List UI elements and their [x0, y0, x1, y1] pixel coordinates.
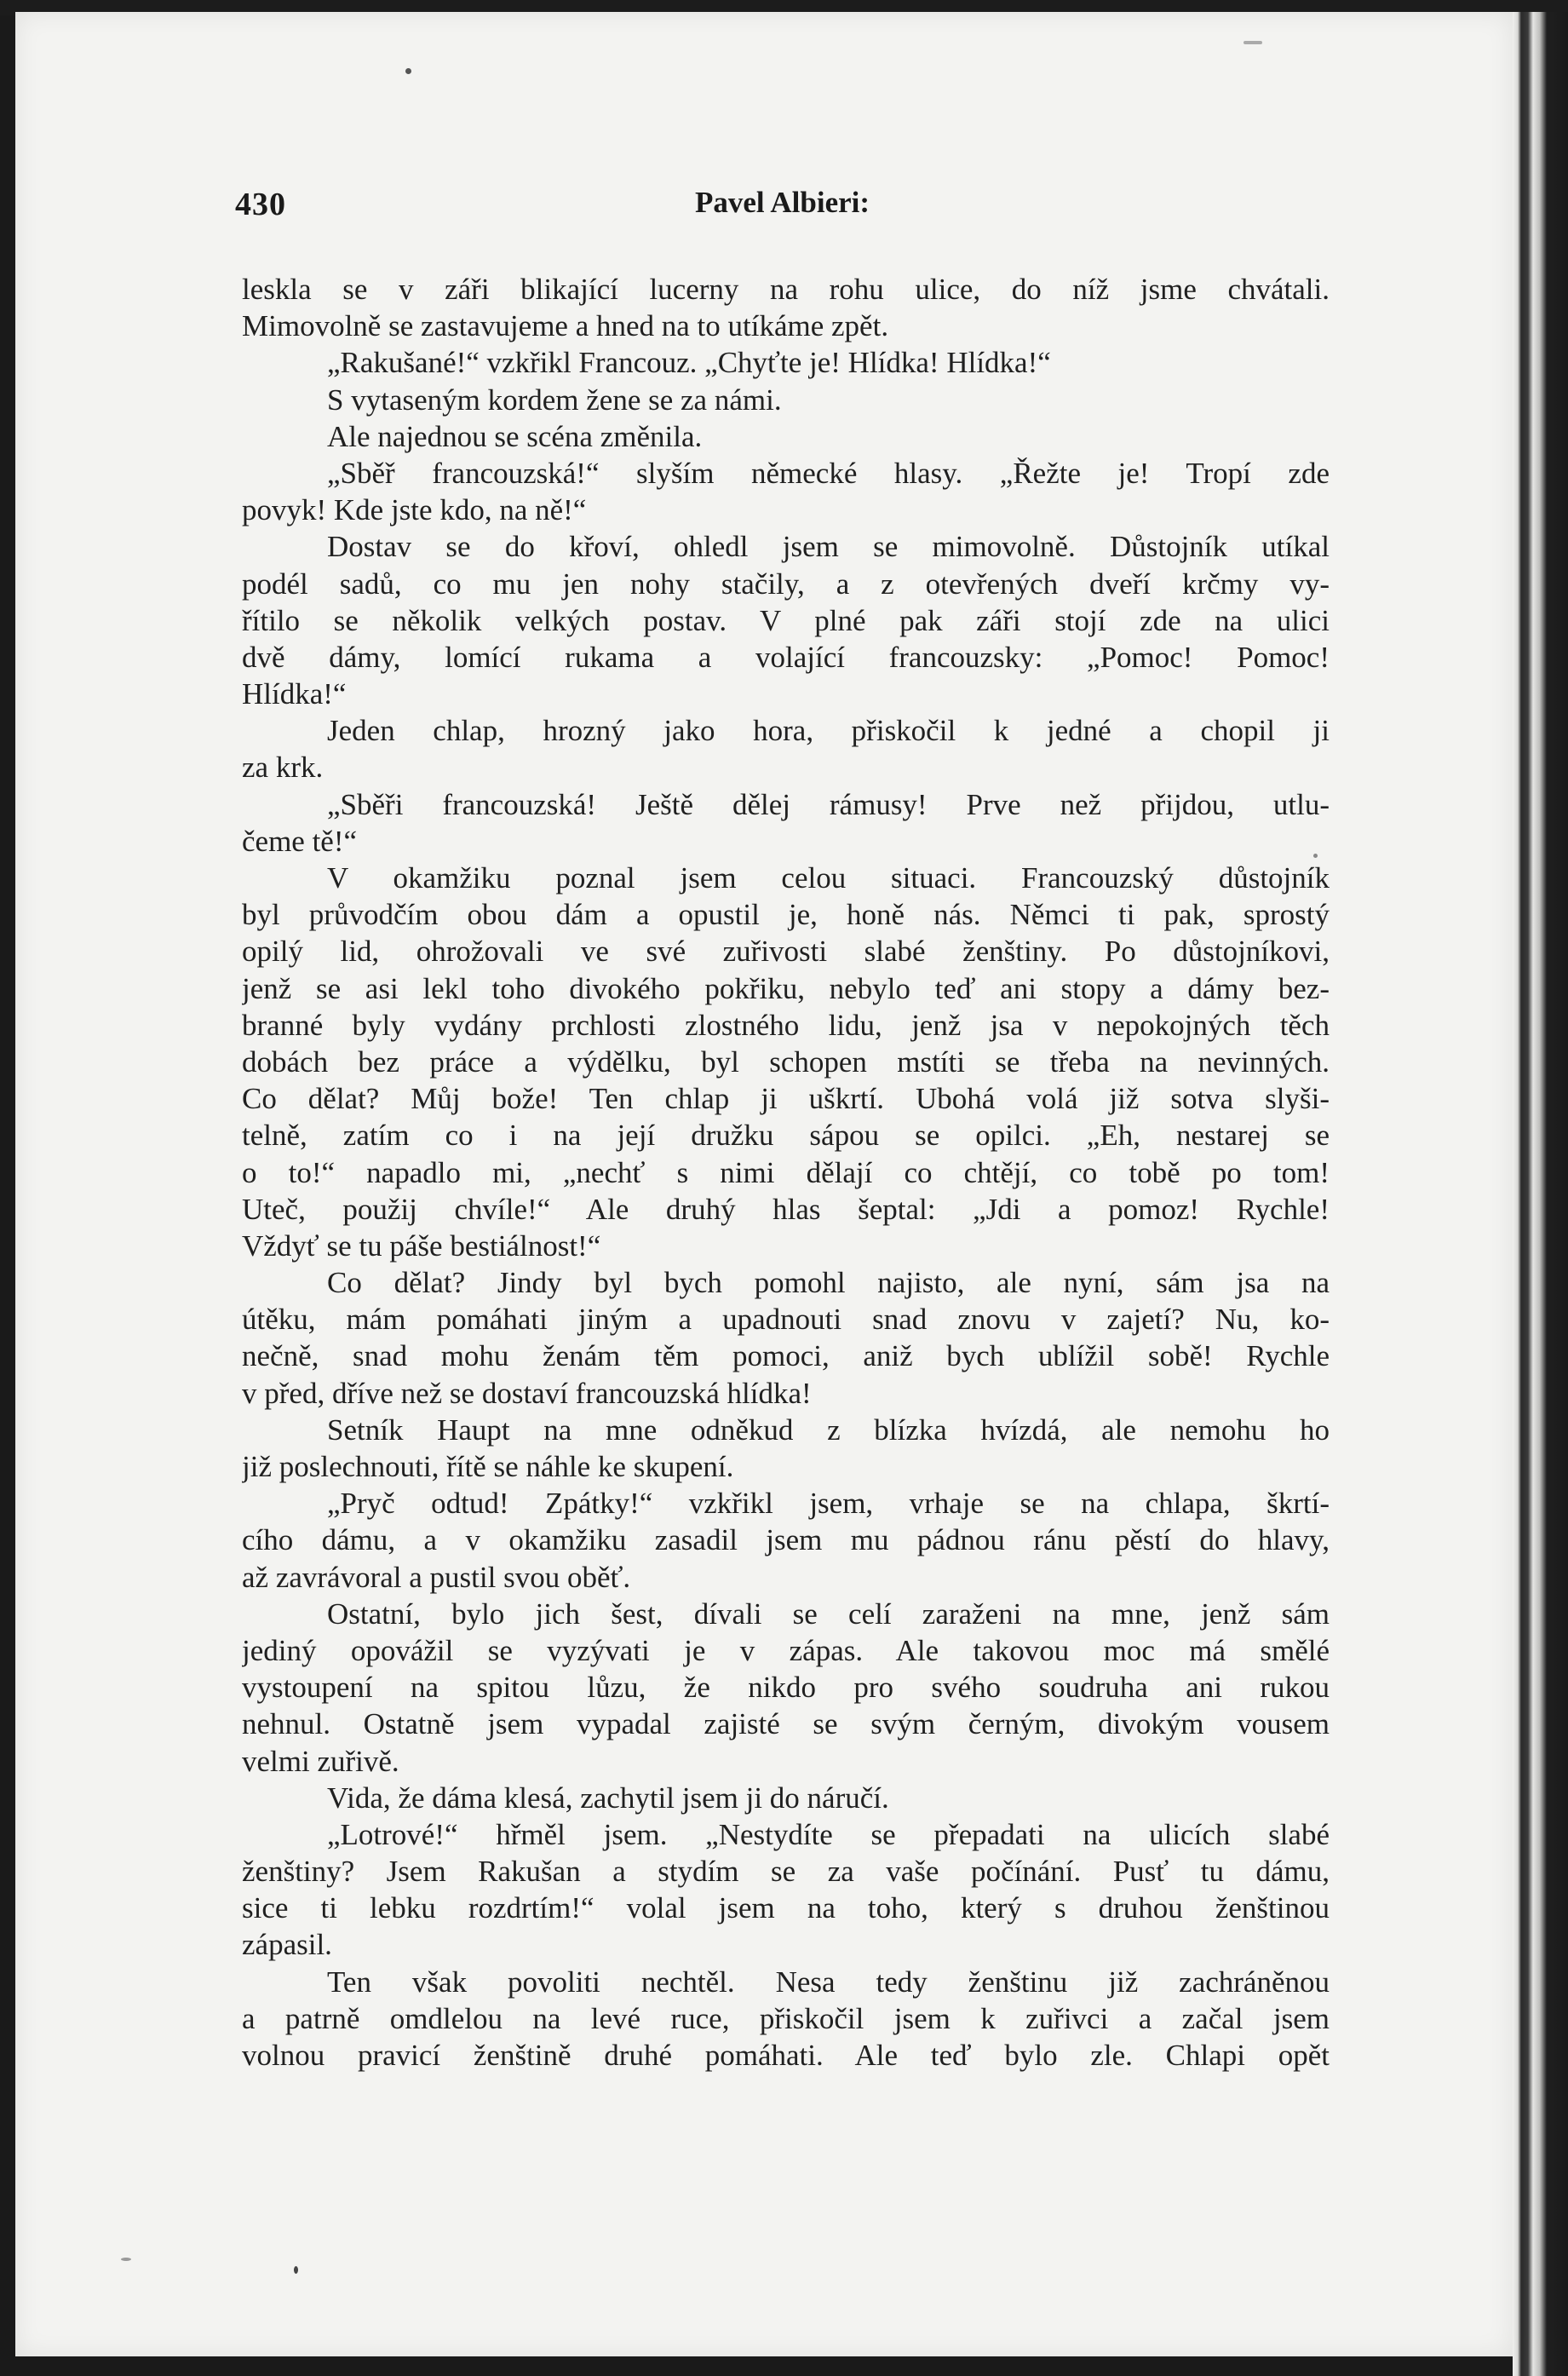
text-line: Co dělat? Můj bože! Ten chlap ji uškrtí. Ubohá volá již sotva slyši- — [242, 1082, 1330, 1116]
text-line: povyk! Kde jste kdo, na ně!“ — [242, 493, 587, 527]
text-line: až zavrávoral a pustil svou oběť. — [242, 1560, 631, 1594]
text-line: leskla se v záři blikající lucerny na rohu ulice, do níž jsme chvátali. — [242, 273, 1330, 306]
text-line: volnou pravicí ženštině druhé pomáhati. Ale teď bylo zle. Chlapi opět — [242, 2039, 1330, 2072]
text-line: vystoupení na spitou lůzu, že nikdo pro svého soudruha ani rukou — [242, 1671, 1330, 1705]
text-line: Ale najednou se scéna změnila. — [327, 419, 703, 453]
running-head: Pavel Albieri: — [694, 186, 870, 219]
speck — [1243, 41, 1262, 44]
text-line: telně, zatím co i na její družku sápou se opilci. „Eh, nestarej se — [242, 1119, 1330, 1153]
text-line: „Lotrové!“ hřměl jsem. „Nestydíte se přepadati na ulicích slabé — [327, 1817, 1330, 1851]
text-line: „Rakušané!“ vzkřikl Francouz. „Chyťte je! Hlídka! Hlídka!“ — [327, 346, 1051, 380]
text-line: nehnul. Ostatně jsem vypadal zajisté se svým černým, divokým vousem — [242, 1707, 1330, 1741]
speck — [121, 2258, 131, 2261]
text-line: nečně, snad mohu ženám těm pomoci, aniž bych ublížil sobě! Rychle — [242, 1339, 1330, 1373]
text-line: „Sběř francouzská!“ slyším německé hlasy. „Řežte je! Tropí zde — [327, 456, 1330, 490]
text-line: V okamžiku poznal jsem celou situaci. Francouzský důstojník — [327, 861, 1330, 895]
text-line: podél sadů, co mu jen nohy stačily, a z otevřených dveří krčmy vy- — [242, 567, 1330, 601]
text-line: Co dělat? Jindy byl bych pomohl najisto, ale nyní, sám jsa na — [327, 1266, 1330, 1300]
speck — [405, 68, 411, 74]
speck — [294, 2266, 298, 2274]
text-line: cího dámu, a v okamžiku zasadil jsem mu pádnou ránu pěstí do hlavy, — [242, 1523, 1330, 1557]
text-line: Ostatní, bylo jich šest, dívali se celí zaraženi na mne, jenž sám — [327, 1596, 1330, 1631]
text-line: o to!“ napadlo mi, „nechť s nimi dělají co chtějí, co tobě po tom! — [242, 1155, 1330, 1189]
text-line: sice ti lebku rozdrtím!“ volal jsem na toho, který s druhou ženštinou — [242, 1891, 1330, 1925]
text-line: Setník Haupt na mne odněkud z blízka hvízdá, ale nemohu ho — [327, 1412, 1330, 1447]
text-line: Hlídka!“ — [242, 677, 347, 711]
page-edge — [1513, 12, 1568, 2376]
text-line: a patrně omdlelou na levé ruce, přiskočil jsem k zuřivci a začal jsem — [242, 2001, 1330, 2035]
text-line: Vida, že dáma klesá, zachytil jsem ji do náručí. — [327, 1781, 889, 1815]
text-line: za krk. — [242, 751, 324, 785]
text-line: branné byly vydány prchlosti zlostného lidu, jenž jsa v nepokojných těch — [242, 1008, 1330, 1042]
text-line: v před, dříve než se dostaví francouzská hlídka! — [242, 1376, 812, 1410]
text-line: S vytaseným kordem žene se za námi. — [327, 383, 782, 417]
text-line: již poslechnouti, řítě se náhle ke skupení. — [242, 1450, 734, 1483]
text-line: byl průvodčím obou dám a opustil je, honě nás. Němci ti pak, sprostý — [242, 898, 1330, 932]
text-line: jenž se asi lekl toho divokého pokřiku, nebylo teď ani stopy a dámy bez- — [242, 971, 1330, 1005]
text-line: „Sběři francouzská! Ještě dělej rámusy! Prve než přijdou, utlu- — [327, 787, 1330, 821]
text-line: dobách bez práce a výdělku, byl schopen mstíti se třeba na nevinných. — [242, 1044, 1330, 1079]
page-number: 430 — [235, 187, 286, 222]
text-line: řítilo se několik velkých postav. V plné pak záři stojí zde na ulici — [242, 603, 1330, 637]
text-line: Ten však povoliti nechtěl. Nesa tedy ženštinu již zachráněnou — [327, 1965, 1330, 1999]
text-line: zápasil. — [242, 1928, 332, 1962]
text-line: Uteč, použij chvíle!“ Ale druhý hlas šeptal: „Jdi a pomoz! Rychle! — [242, 1192, 1330, 1226]
body-text — [242, 271, 1330, 2074]
text-line: jediný opovážil se vyzývati je v zápas. Ale takovou moc má smělé — [242, 1633, 1330, 1667]
text-line: Jeden chlap, hrozný jako hora, přiskočil k jedné a chopil ji — [327, 714, 1330, 748]
text-line: Mimovolně se zastavujeme a hned na to utíkáme zpět. — [242, 309, 889, 343]
text-line: Dostav se do křoví, ohledl jsem se mimovolně. Důstojník utíkal — [327, 530, 1330, 564]
text-line: velmi zuřivě. — [242, 1744, 399, 1778]
text-line: opilý lid, ohrožovali ve své zuřivosti slabé ženštiny. Po důstojníkovi, — [242, 935, 1330, 969]
text-line: útěku, mám pomáhati jiným a upadnouti snad znovu v zajetí? Nu, ko- — [242, 1303, 1330, 1337]
text-line: Vždyť se tu páše bestiálnost!“ — [242, 1228, 601, 1263]
text-line: dvě dámy, lomící rukama a volající francouzsky: „Pomoc! Pomoc! — [242, 640, 1330, 674]
page-header — [235, 186, 1330, 230]
text-line: ženštiny? Jsem Rakušan a stydím se za vaše počínání. Pusť tu dámu, — [242, 1855, 1330, 1889]
text-line: „Pryč odtud! Zpátky!“ vzkřikl jsem, vrhaje se na chlapa, škrtí- — [327, 1487, 1330, 1521]
text-line: čeme tě!“ — [242, 824, 358, 858]
